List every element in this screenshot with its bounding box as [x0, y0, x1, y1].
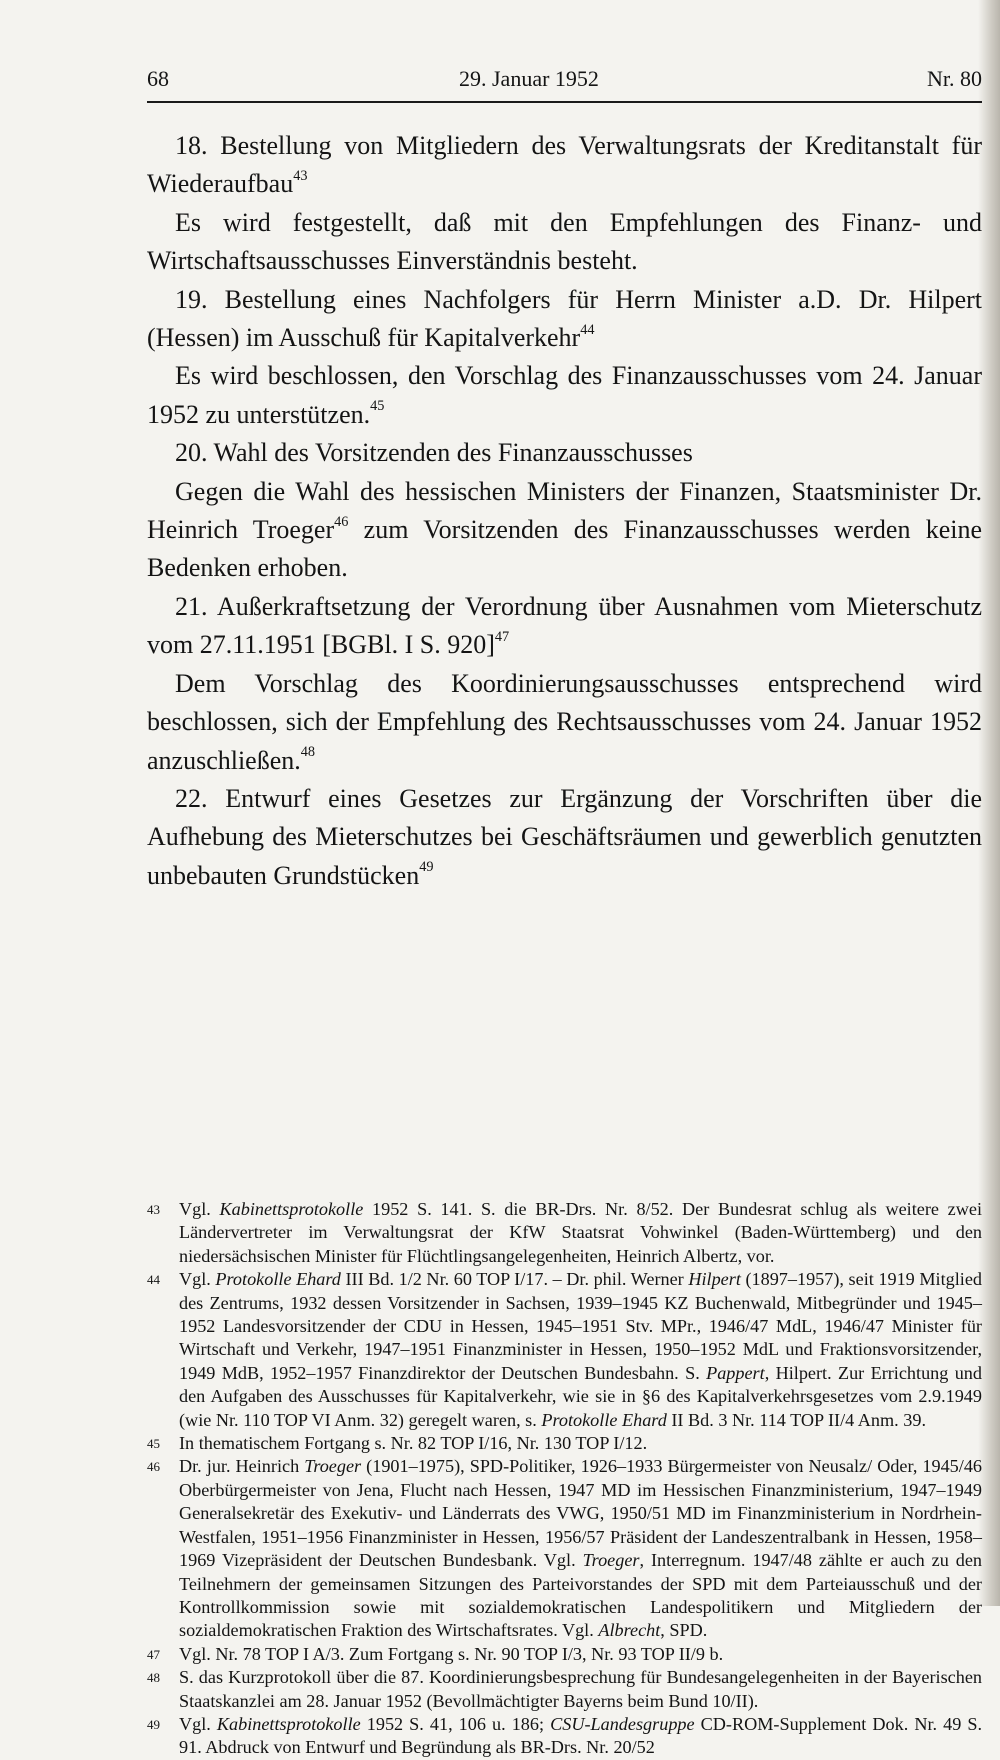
footnote-ref-48: 48	[300, 743, 316, 760]
header-date: 29. Januar 1952	[459, 66, 599, 91]
running-header	[147, 66, 982, 100]
footnote-ref-45: 45	[370, 398, 385, 415]
footnote-ref-46: 46	[334, 513, 349, 530]
footnote-ref-44: 44	[580, 321, 595, 338]
footnote-number: 46	[147, 1459, 160, 1475]
main-text	[147, 127, 982, 895]
footnote-number: 47	[147, 1646, 160, 1662]
footnote-45: 45 In thematischem Fortgang s. Nr. 82 TOP I/16, Nr. 130 TOP I/12.	[147, 1432, 982, 1455]
agenda-item-18-decision: Es wird festgestellt, daß mit den Empfehlungen des Finanz- und Wirtschaftsausschusses Einverständnis besteht.	[147, 207, 982, 276]
footnote-ref-49: 49	[419, 859, 434, 876]
protocol-number: Nr. 80	[927, 66, 982, 91]
footnote-49: 49 Vgl. Kabinettsprotokolle 1952 S. 41, 106 u. 186; CSU-Landesgruppe CD-ROM-Supplement Dok. Nr. 49 S. 91. Abdruck von Entwurf und Begründung als BR-Drs. Nr. 20/52	[147, 1713, 983, 1758]
footnote-43: 43 Vgl. Kabinettsprotokolle 1952 S. 141. S. die BR-Drs. Nr. 8/52. Der Bundesrat schlug als weitere zwei Ländervertreter im Verwaltungsrat der KfW Staatsrat Vohwinkel (Baden-Württemberg) und den niedersächsischen Minister für Flüchtlingsangelegenheiten, Heinrich Albertz, vor.	[147, 1199, 982, 1266]
agenda-item-22-title: 22. Entwurf eines Gesetzes zur Ergänzung der Vorschriften über die Aufhebung des Mieterschutzes bei Geschäftsräumen und gewerblich genutzten unbebauten Grundstücken$^{49}$	[147, 783, 982, 890]
agenda-item-19-decision: Es wird beschlossen, den Vorschlag des Finanzausschusses vom 24. Januar 1952 zu unterstützen.$^{45}$	[147, 361, 982, 429]
footnote-number: 48	[147, 1670, 160, 1686]
footnote-number: 44	[147, 1272, 160, 1288]
agenda-item-20-title: 20. Wahl des Vorsitzenden des Finanzausschusses	[175, 438, 693, 468]
footnote-47: 47 Vgl. Nr. 78 TOP I A/3. Zum Fortgang s. Nr. 90 TOP I/3, Nr. 93 TOP II/9 b.	[147, 1643, 982, 1666]
footnote-46: 46 Dr. jur. Heinrich Troeger (1901–1975), SPD-Politiker, 1926–1933 Bürgermeister von Neusalz/ Oder, 1945/46 Oberbürgermeister von Jena, Flucht nach Hessen, 1947 MD im Hessischen Finanzministerium, 1947–1949 Generalsekretär des Exekutiv- und Länderrats des VWG, 1950/51 MD im Finanzministerium in Nordrhein-Westfalen, 1951–1956 Finanzminister in Hessen, 1956/57 Präsident der Landeszentralbank in Hessen, 1958–1969 Vizepräsident der Deutschen Bundesbank. Vgl. Troeger, Interregnum. 1947/48 zählte er auch zu den Teilnehmern der gemeinsamen Sitzungen des Parteivorstandes der SPD mit dem Parteiausschuß und der Kontrollkommission sowie mit sozialdemokratischen Landespolitikern und Mitgliedern der sozialdemokratischen Fraktion des Wirtschaftsrates. Vgl. Albrecht, SPD.	[147, 1456, 983, 1641]
footnote-ref-43: 43	[293, 167, 308, 184]
footnote-44: 44 Vgl. Protokolle Ehard III Bd. 1/2 Nr. 60 TOP I/17. – Dr. phil. Werner Hilpert (1897–1957), seit 1919 Mitglied des Zentrums, 1932 dessen Vorsitzender in Sachsen, 1939–1945 KZ Buchenwald, Mitbegründer und 1945–1952 Landesvorsitzender der CDU in Hessen, 1945–1951 Stv. MPr., 1946/47 MdL, 1946/47 Minister für Wirtschaft und Verkehr, 1947–1951 Finanzminister in Hessen, 1950–1952 MdL und Fraktionsvorsitzender, 1949 MdB, 1952–1957 Finanzdirektor der Deutschen Bundesbahn. S. Pappert, Hilpert. Zur Errichtung und den Aufgaben des Ausschusses für Kapitalverkehr, wie sie in §6 des Kapitalverkehrsgesetzes vom 2.9.1949 (wie Nr. 110 TOP VI Anm. 32) geregelt waren, s. Protokolle Ehard II Bd. 3 Nr. 114 TOP II/4 Anm. 39.	[147, 1269, 983, 1430]
header-rule	[147, 101, 982, 103]
agenda-item-21-decision: Dem Vorschlag des Koordinierungsausschusses entsprechend wird beschlossen, sich der Empfehlung des Rechtsausschusses vom 24. Januar 1952 anzuschließen.$^{48}$	[147, 668, 982, 775]
agenda-item-20-decision: Gegen die Wahl des hessischen Ministers der Finanzen, Staatsminister Dr. Heinrich Troeger$^{46}$ zum Vorsitzenden des Finanzausschusses werden keine Bedenken erhoben.	[147, 476, 983, 583]
footnote-number: 45	[147, 1436, 160, 1452]
agenda-item-18-title: 18. Bestellung von Mitgliedern des Verwaltungsrats der Kreditanstalt für Wiederaufbau$^{43}$	[147, 131, 982, 199]
footnote-number: 49	[147, 1716, 160, 1732]
footnote-48: 48 S. das Kurzprotokoll über die 87. Koordinierungsbesprechung für Bundesangelegenheiten in der Bayerischen Staatskanzlei am 28. Januar 1952 (Bevollmächtigter Bayerns beim Bund 10/II).	[147, 1667, 982, 1711]
agenda-item-21-title: 21. Außerkraftsetzung der Verordnung über Ausnahmen vom Mieterschutz vom 27.11.1951 [BGBl. I S. 920]$^{47}$	[147, 591, 982, 660]
page-number: 68	[147, 66, 169, 91]
agenda-item-19-title: 19. Bestellung eines Nachfolgers für Herrn Minister a.D. Dr. Hilpert (Hessen) im Ausschuß für Kapitalverkehr$^{44}$	[147, 284, 982, 353]
footnote-number: 43	[147, 1202, 160, 1217]
footnotes	[147, 1198, 982, 1760]
footnote-ref-47: 47	[494, 628, 510, 645]
